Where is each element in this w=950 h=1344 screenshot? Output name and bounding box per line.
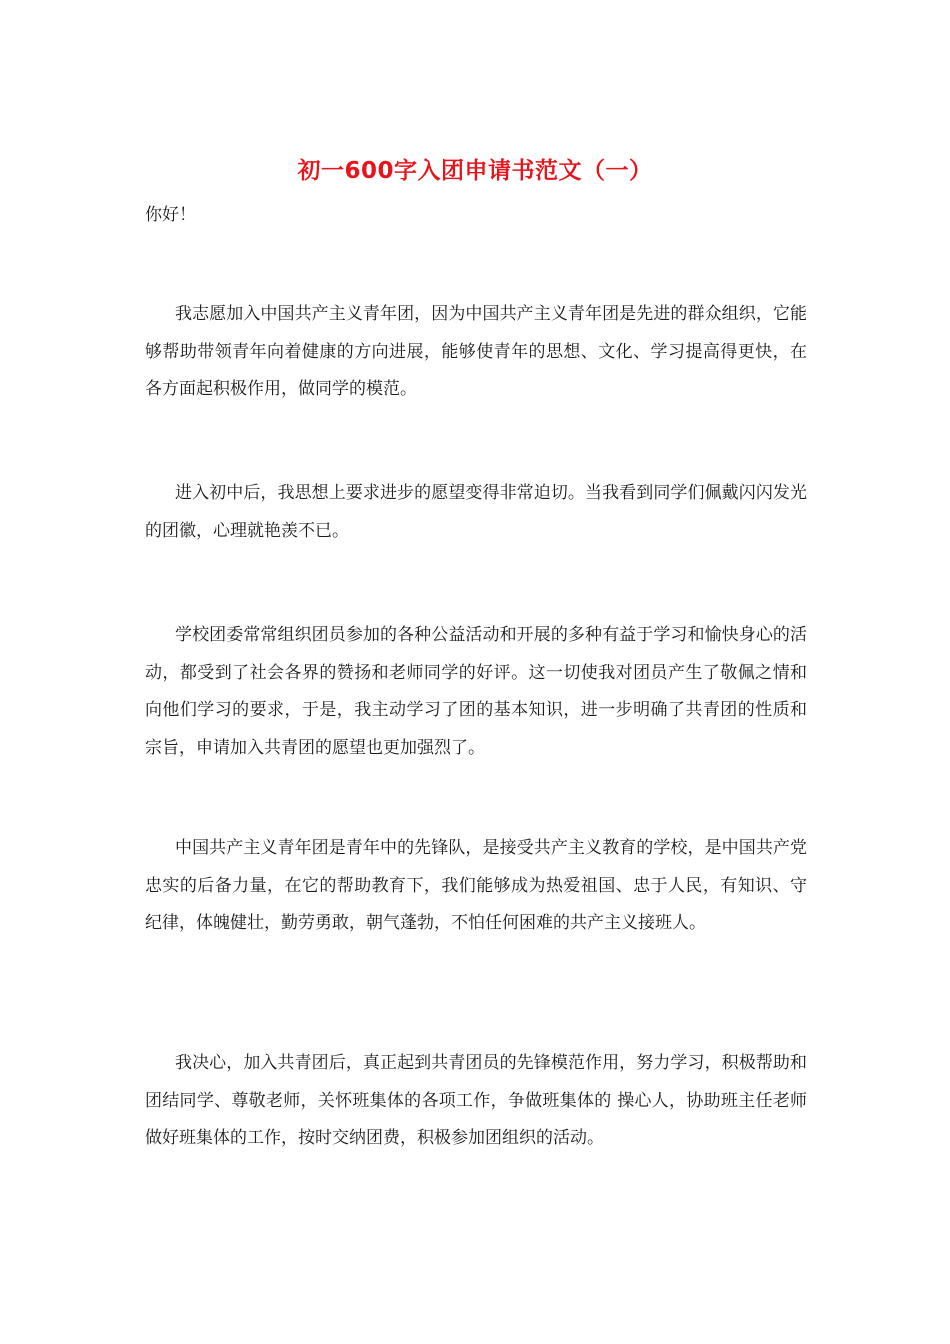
paragraph-2: 进入初中后，我思想上要求进步的愿望变得非常迫切。当我看到同学们佩戴闪闪发光的团徽，心理就艳羡不已。 <box>145 483 807 541</box>
paragraph-4: 中国共产主义青年团是青年中的先锋队，是接受共产主义教育的学校，是中国共产党忠实的后备力量，在它的帮助教育下，我们能够成为热爱祖国、忠于人民，有知识、守纪律，体魄健壮，勤劳勇敢，朝气蓬勃，不怕任何困难的共产主义接班人。 <box>145 838 807 933</box>
greeting: 你好！ <box>145 205 196 225</box>
paragraph-3: 学校团委常常组织团员参加的各种公益活动和开展的多种有益于学习和愉快身心的活动，都受到了社会各界的赞扬和老师同学的好评。这一切使我对团员产生了敬佩之情和向他们学习的要求，于是，我主动学习了团的基本知识，进一步明确了共青团的性质和宗旨，申请加入共青团的愿望也更加强烈了。 <box>145 625 807 758</box>
paragraph-1: 我志愿加入中国共产主义青年团，因为中国共产主义青年团是先进的群众组织，它能够帮助带领青年向着健康的方向进展，能够使青年的思想、文化、学习提高得更快，在各方面起积极作用，做同学的模范。 <box>145 304 807 399</box>
document-title: 初一600字入团申请书范文（一） <box>297 158 653 184</box>
paragraph-5: 我决心，加入共青团后，真正起到共青团员的先锋模范作用，努力学习，积极帮助和团结同学、尊敬老师，关怀班集体的各项工作，争做班集体的 操心人，协助班主任老师做好班集体的工作，按时交纳团费，积极参加团组织的活动。 <box>145 1053 807 1148</box>
